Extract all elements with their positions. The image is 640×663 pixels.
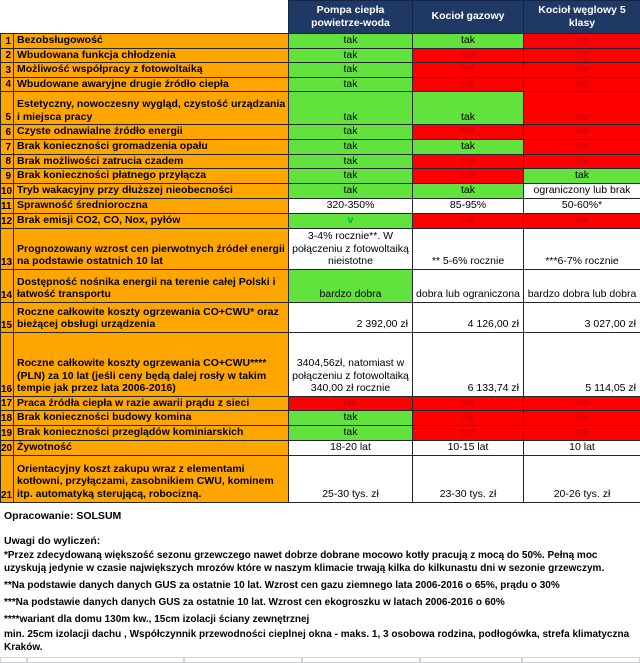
value-cell: tak: [289, 154, 413, 169]
value-cell: nie: [413, 63, 524, 78]
value-cell: nie: [524, 213, 640, 228]
row-label: Czyste odnawialne źródło energii: [14, 125, 289, 140]
note-1: *Przez zdecydowaną większość sezonu grzewczego nawet dobrze dobrane mocowo kotły pracują z mocą do 50%. Pełną moc uzyskują jedynie w czasie największych mrozów które w naszym klimacie trwają kilka do kilkunastu dni w sezonie grzewczym.: [4, 549, 640, 575]
table-row: [1, 269, 640, 302]
row-label: Brak konieczności przeglądów kominiarskich: [14, 425, 289, 440]
row-number: 19: [1, 425, 14, 440]
value-cell: tak: [289, 139, 413, 154]
value-cell: 25-30 tys. zł: [289, 455, 413, 502]
table-row: [1, 396, 640, 411]
row-number: 8: [1, 154, 14, 169]
column-header-coal-boiler: Kocioł węglowy 5 klasy: [524, 1, 640, 34]
table-row: [1, 302, 640, 332]
table-row: [1, 455, 640, 502]
ghost-cell: [302, 657, 420, 663]
row-number: 3: [1, 63, 14, 78]
row-label: Praca źródła ciepła w razie awarii prądu z sieci: [14, 396, 289, 411]
row-number: 17: [1, 396, 14, 411]
value-cell: nie: [413, 48, 524, 63]
notes-title: Uwagi do wyliczeń:: [4, 535, 640, 547]
row-label: Bezobsługowość: [14, 34, 289, 49]
row-number: 10: [1, 183, 14, 198]
note-3: ***Na podstawie danych danych GUS za ostatnie 10 lat. Wzrost cen ekogroszku w latach 2006-2016 o 60%: [4, 596, 640, 609]
value-cell: nie: [524, 125, 640, 140]
value-cell: nie: [524, 63, 640, 78]
value-cell: tak: [289, 48, 413, 63]
value-cell: nie: [524, 411, 640, 426]
value-cell: tak: [289, 63, 413, 78]
value-cell: 3-4% rocznie**. W połączeniu z fotowoltaiką nieistotne: [289, 228, 413, 269]
row-label: Sprawność średnioroczna: [14, 198, 289, 213]
row-label: Brak emisji CO2, CO, Nox, pyłów: [14, 213, 289, 228]
row-label: Możliwość współpracy z fotowoltaiką: [14, 63, 289, 78]
value-cell: tak: [413, 139, 524, 154]
value-cell: 18-20 lat: [289, 440, 413, 455]
table-row: [1, 228, 640, 269]
table-row: [1, 425, 640, 440]
value-cell: 2 392,00 zł: [289, 302, 413, 332]
table-row: [1, 198, 640, 213]
row-number: 6: [1, 125, 14, 140]
value-cell: tak: [289, 411, 413, 426]
note-4: ****wariant dla domu 130m kw., 15cm izolacji ściany zewnętrznej: [4, 613, 640, 626]
row-number: 11: [1, 198, 14, 213]
table-row: [1, 139, 640, 154]
table-row: [1, 77, 640, 92]
table-row: [1, 169, 640, 184]
value-cell: tak: [524, 169, 640, 184]
table-row: [1, 183, 640, 198]
row-label: Roczne całkowite koszty ogrzewania CO+CWU**** (PLN) za 10 lat (jeśli ceny będą dalej rosły w takim tempie jak przez lata 2006-2016): [14, 332, 289, 396]
value-cell: nie: [413, 77, 524, 92]
value-cell: 23-30 tys. zł: [413, 455, 524, 502]
ghost-cell: [0, 657, 27, 663]
note-5: min. 25cm izolacji dachu , Współczynnik przewodności cieplnej okna - maks. 1, 3 osobowa rodzina, podłogówka, strefa klimatyczna Kraków.: [4, 628, 640, 654]
note-2: **Na podstawie danych danych GUS za ostatnie 10 lat. Wzrost cen gazu ziemnego lata 2006-2016 o 65%, prądu o 30%: [4, 579, 640, 592]
row-number: 9: [1, 169, 14, 184]
value-cell: 4 126,00 zł: [413, 302, 524, 332]
value-cell: ***6-7% rocznie: [524, 228, 640, 269]
value-cell: nie: [524, 139, 640, 154]
column-header-gas-boiler: Kocioł gazowy: [413, 1, 524, 34]
value-cell: tak: [289, 77, 413, 92]
value-cell: tak: [289, 425, 413, 440]
value-cell: 50-60%*: [524, 198, 640, 213]
value-cell: ograniczony lub brak: [524, 183, 640, 198]
value-cell: nie: [413, 154, 524, 169]
value-cell: tak: [289, 34, 413, 49]
value-cell: tak: [413, 183, 524, 198]
value-cell: nie: [524, 154, 640, 169]
row-number: 13: [1, 228, 14, 269]
value-cell: 3 027,00 zł: [524, 302, 640, 332]
value-cell: 20-26 tys. zł: [524, 455, 640, 502]
value-cell: 320-350%: [289, 198, 413, 213]
row-label: Dostępność nośnika energii na terenie całej Polski i łatwość transportu: [14, 269, 289, 302]
row-label: Estetyczny, nowoczesny wygląd, czystość urządzania i miejsca pracy: [14, 92, 289, 125]
value-cell: nie: [289, 396, 413, 411]
value-cell: 85-95%: [413, 198, 524, 213]
value-cell: nie: [413, 125, 524, 140]
row-label: Brak konieczności płatnego przyłącza: [14, 169, 289, 184]
row-label: Roczne całkowite koszty ogrzewania CO+CWU* oraz bieżącej obsługi urządzenia: [14, 302, 289, 332]
row-number: 18: [1, 411, 14, 426]
value-cell: 10 lat: [524, 440, 640, 455]
value-cell: nie: [413, 396, 524, 411]
row-number: 5: [1, 92, 14, 125]
value-cell: nie: [413, 213, 524, 228]
empty-spreadsheet-row: [0, 657, 640, 663]
table-row: [1, 125, 640, 140]
value-cell: tak: [413, 92, 524, 125]
ghost-cell: [184, 657, 302, 663]
column-header-heat-pump: Pompa ciepła powietrze-woda: [289, 1, 413, 34]
table-row: [1, 63, 640, 78]
row-number: 16: [1, 332, 14, 396]
value-cell: nie: [524, 396, 640, 411]
row-number: 2: [1, 48, 14, 63]
table-header: [1, 1, 640, 34]
row-number: 15: [1, 302, 14, 332]
value-cell: nie: [524, 77, 640, 92]
value-cell: nie: [524, 425, 640, 440]
value-cell: tak: [289, 169, 413, 184]
value-cell: 10-15 lat: [413, 440, 524, 455]
row-label: Orientacyjny koszt zakupu wraz z elementami kotłowni, przyłączami, zasobnikiem CWU, kominem itp. automatyką sterującą, robocizną.: [14, 455, 289, 502]
value-cell: tak: [289, 125, 413, 140]
value-cell: dobra lub ograniczona: [413, 269, 524, 302]
table-row: [1, 411, 640, 426]
table-row: [1, 213, 640, 228]
credit-line: Opracowanie: SOLSUM: [4, 510, 640, 522]
value-cell: nie: [413, 425, 524, 440]
value-cell: v: [289, 213, 413, 228]
row-label: Żywotność: [14, 440, 289, 455]
value-cell: 5 114,05 zł: [524, 332, 640, 396]
table-row: [1, 154, 640, 169]
row-label: Brak konieczności gromadzenia opału: [14, 139, 289, 154]
row-number: 20: [1, 440, 14, 455]
value-cell: ** 5-6% rocznie: [413, 228, 524, 269]
row-number: 21: [1, 455, 14, 502]
row-label: Brak możliwości zatrucia czadem: [14, 154, 289, 169]
row-label: Wbudowane awaryjne drugie źródło ciepła: [14, 77, 289, 92]
row-number: 4: [1, 77, 14, 92]
value-cell: 6 133,74 zł: [413, 332, 524, 396]
value-cell: nie: [524, 92, 640, 125]
value-cell: tak: [289, 183, 413, 198]
table-row: [1, 48, 640, 63]
row-number: 1: [1, 34, 14, 49]
value-cell: bardzo dobra lub dobra: [524, 269, 640, 302]
row-number: 14: [1, 269, 14, 302]
value-cell: 3404,56zł, natomiast w połączeniu z fotowoltaiką 340,00 zł rocznie: [289, 332, 413, 396]
row-number: 12: [1, 213, 14, 228]
table-row: [1, 332, 640, 396]
row-number: 7: [1, 139, 14, 154]
value-cell: bardzo dobra: [289, 269, 413, 302]
header-corner: [1, 1, 289, 34]
table-row: [1, 440, 640, 455]
ghost-cell: [522, 657, 640, 663]
row-label: Brak konieczności budowy komina: [14, 411, 289, 426]
comparison-table-body: [1, 34, 640, 503]
row-label: Tryb wakacyjny przy dłuższej nieobecności: [14, 183, 289, 198]
value-cell: nie: [524, 34, 640, 49]
value-cell: tak: [413, 34, 524, 49]
value-cell: nie: [413, 169, 524, 184]
ghost-cell: [420, 657, 522, 663]
ghost-cell: [27, 657, 184, 663]
value-cell: nie: [524, 48, 640, 63]
table-row: [1, 34, 640, 49]
value-cell: nie: [413, 411, 524, 426]
row-label: Prognozowany wzrost cen pierwotnych źródeł energii na podstawie ostatnich 10 lat: [14, 228, 289, 269]
row-label: Wbudowana funkcja chłodzenia: [14, 48, 289, 63]
value-cell: tak: [289, 92, 413, 125]
table-row: [1, 92, 640, 125]
